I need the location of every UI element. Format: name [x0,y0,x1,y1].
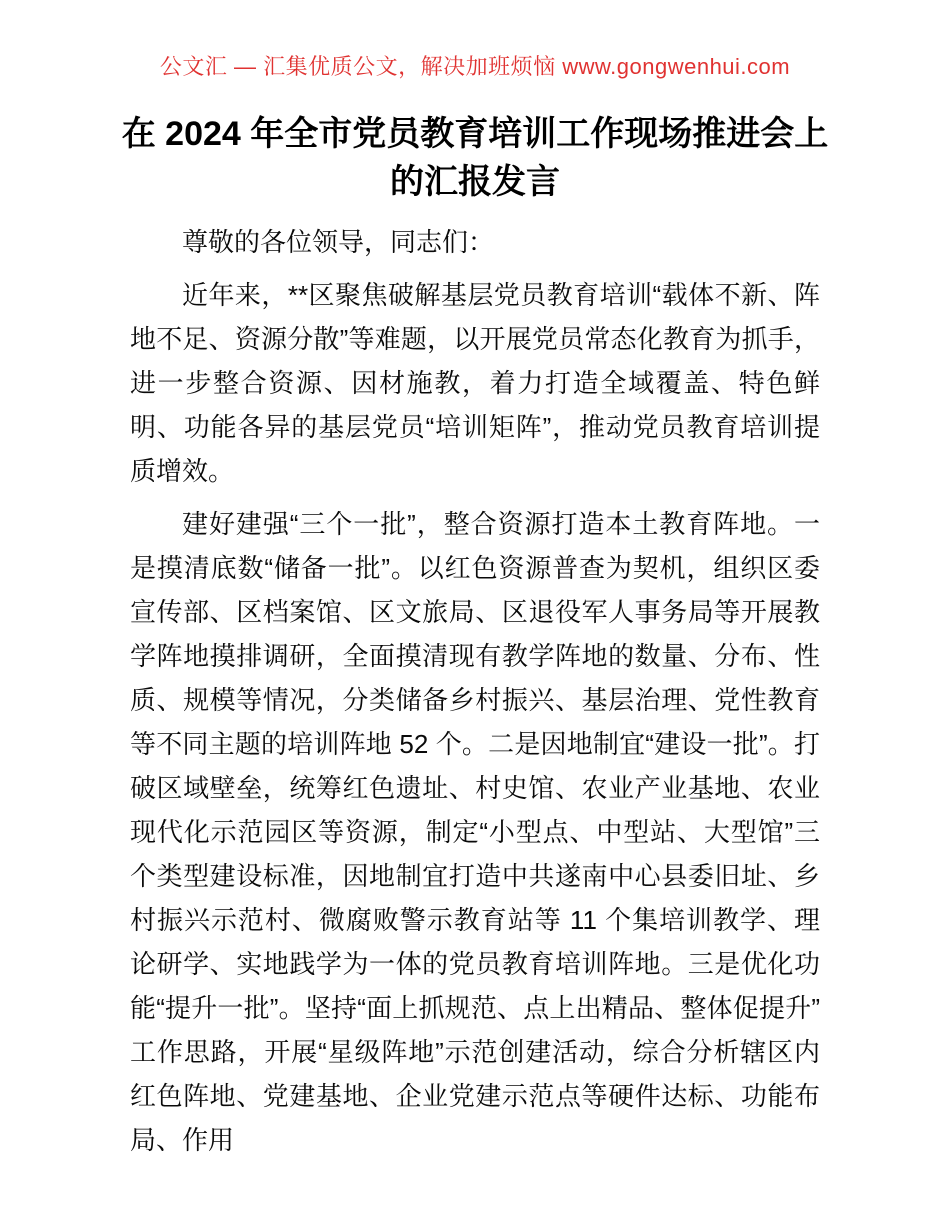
salutation-paragraph: 尊敬的各位领导，同志们： [182,227,495,257]
document-title [115,110,835,206]
main-paragraph: 建好建强“三个一批”，整合资源打造本土教育阵地。一是摸清底数“储备一批”。以红色资源普查为契机，组织区委宣传部、区档案馆、区文旅局、区退役军人事务局等开展教学阵地摸排调研，全面摸清现有教学阵地的数量、分布、性质、规模等情况，分类储备乡村振兴、基层治理、党性教育等不同主题的培训阵地 52 个。二是因地制宜“建设一批”。打破区域壁垒，统筹红色遗址、村史馆、农业产业基地、农业现代化示范园区等资源，制定“小型点、中型站、大型馆”三个类型建设标准，因地制宜打造中共遂南中心县委旧址、乡村振兴示范村、微腐败警示教育站等 11 个集培训教学、理论研学、实地践学为一体的党员教育培训阵地。三是优化功能“提升一批”。坚持“面上抓规范、点上出精品、整体促提升”工作思路，开展“星级阵地”示范创建活动，综合分析辖区内红色阵地、党建基地、企业党建示范点等硬件达标、功能布局、作用 [130,509,820,1155]
document-title-line2: 的汇报发言 [390,163,560,201]
site-watermark-header: 公文汇 — 汇集优质公文，解决加班烦恼 www.gongwenhui.com [159,54,791,79]
document-title-line1: 在 2024 年全市党员教育培训工作现场推进会上 [121,115,829,153]
document-body [130,220,820,1162]
intro-paragraph: 近年来，**区聚焦破解基层党员教育培训“载体不新、阵地不足、资源分散”等难题，以开展党员常态化教育为抓手，进一步整合资源、因材施教，着力打造全域覆盖、特色鲜明、功能各异的基层党员“培训矩阵”，推动党员教育培训提质增效。 [130,280,820,486]
